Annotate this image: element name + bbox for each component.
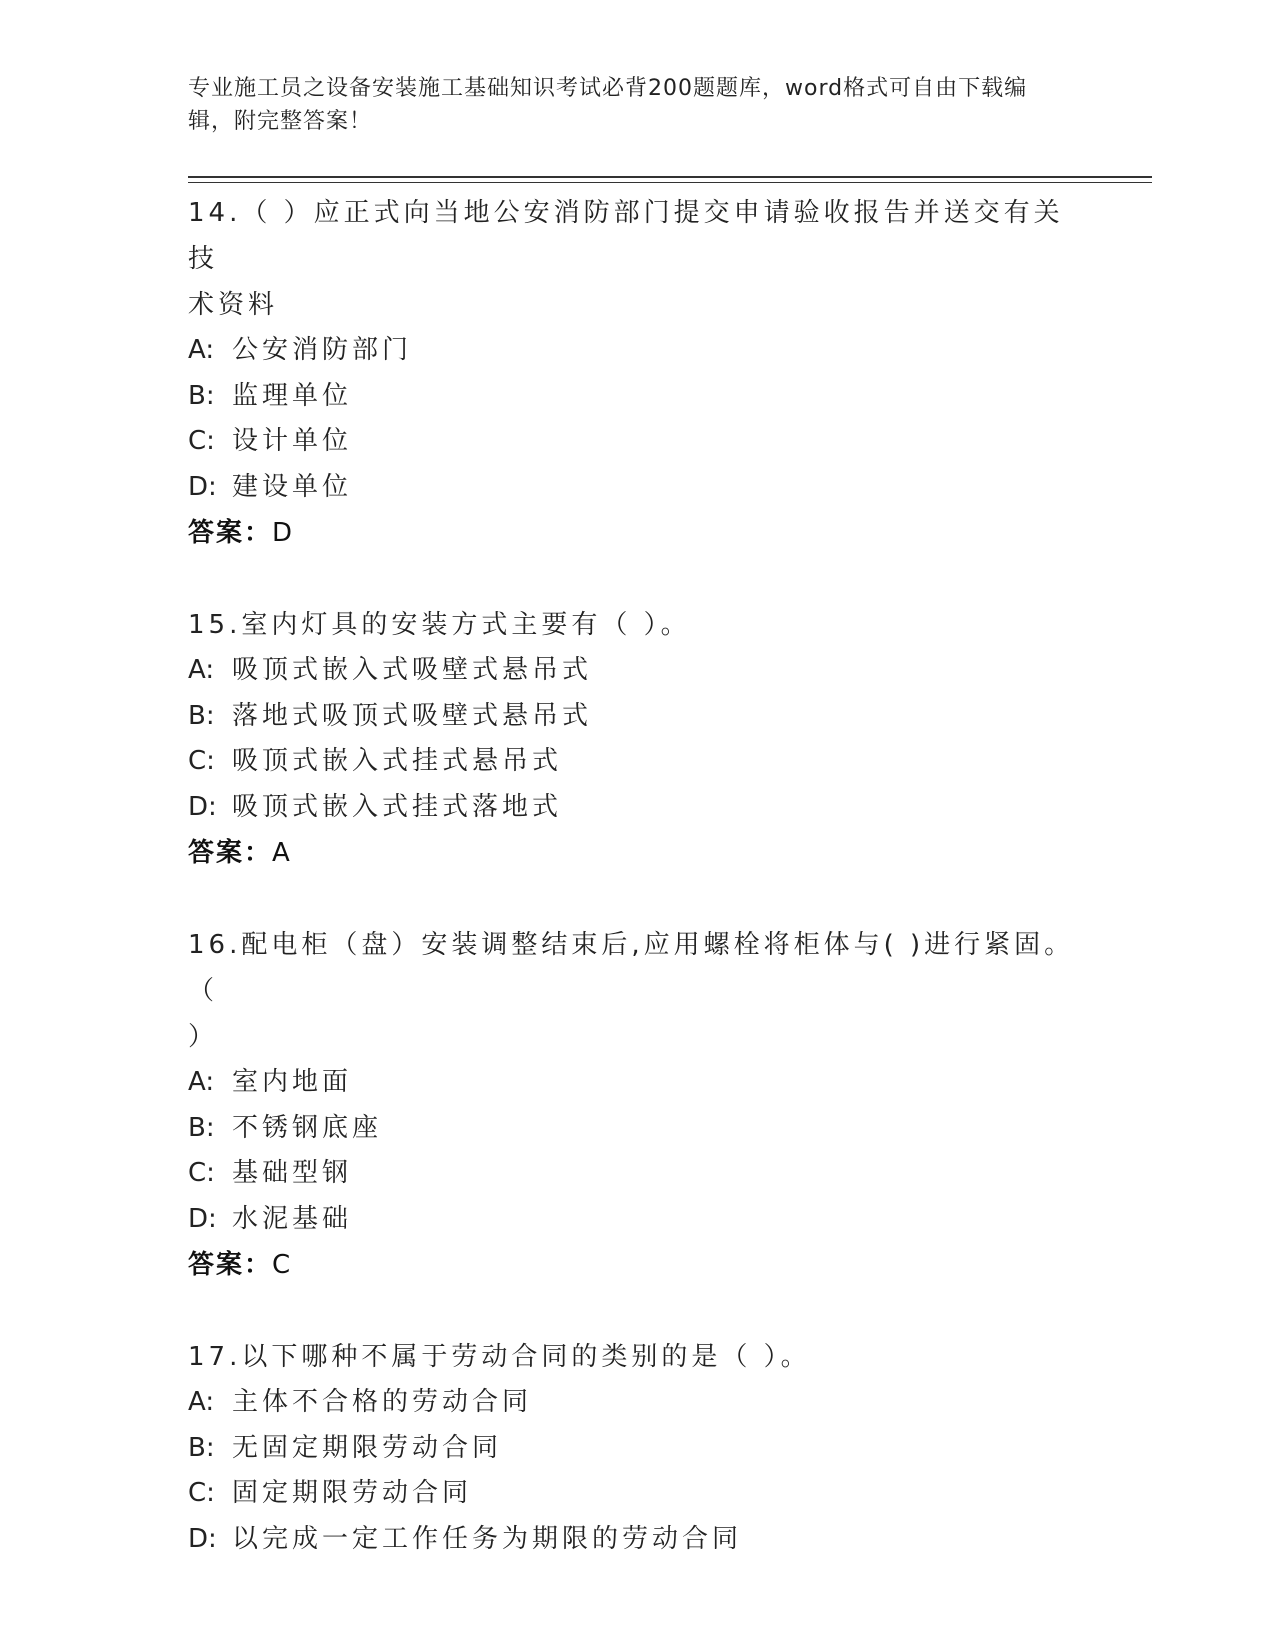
option-text: 无固定期限劳动合同 [232,1432,503,1463]
question-number: 15. [188,610,242,640]
option-text: 吸顶式嵌入式挂式落地式 [232,791,563,822]
document-header: 专业施工员之设备安装施工基础知识考试必背200题题库，word格式可自由下载编辑，附完整答案！ [188,76,1028,134]
answer-value: A [272,838,291,868]
option-c [188,1151,1088,1197]
option-a [188,1380,1088,1426]
question-text [188,602,1088,648]
option-c [188,1471,1088,1517]
question-stem: 以下哪种不属于劳动合同的类别的是（ ）。 [241,1342,811,1372]
option-key: B: [188,700,215,731]
question-number: 17. [188,1342,242,1372]
option-text: 落地式吸顶式吸壁式悬吊式 [232,700,593,731]
question-15 [188,602,1088,876]
question-14 [188,190,1088,556]
option-b [188,374,1088,420]
answer-line [188,1242,1088,1288]
option-d [188,465,1088,511]
header-divider-thin [188,182,1152,183]
option-key: A: [188,655,215,685]
question-stem: 室内灯具的安装方式主要有（ ）。 [241,610,691,640]
option-text: 室内地面 [232,1067,353,1097]
option-a [188,648,1088,694]
option-text: 吸顶式嵌入式吸壁式悬吊式 [232,655,593,685]
answer-label: 答案： [188,1250,273,1280]
answer-line [188,830,1088,876]
option-d [188,1197,1088,1243]
question-stem: 配电柜（盘）安装调整结束后,应用螺栓将柜体与( )进行紧固。（ [188,930,1075,1006]
option-key: D: [188,1203,217,1234]
option-text: 基础型钢 [232,1158,353,1188]
question-17 [188,1334,1088,1562]
question-number: 16. [188,930,242,960]
option-text: 不锈钢底座 [232,1112,383,1143]
option-text: 建设单位 [232,471,353,502]
option-text: 吸顶式嵌入式挂式悬吊式 [232,746,563,776]
option-text: 公安消防部门 [232,335,413,365]
answer-line [188,510,1088,556]
option-c [188,739,1088,785]
option-b [188,694,1088,740]
question-stem-continued: 术资料 [188,290,279,320]
option-key: B: [188,380,215,411]
option-a [188,1060,1088,1106]
answer-label: 答案： [188,518,273,548]
option-a [188,328,1088,374]
option-key: C: [188,426,215,456]
answer-label: 答案： [188,838,273,868]
option-c [188,419,1088,465]
option-key: D: [188,791,217,822]
question-text [188,190,1088,328]
option-text: 监理单位 [232,380,353,411]
option-d [188,1517,1088,1563]
option-b [188,1106,1088,1152]
question-number: 14. [188,198,242,228]
answer-value: D [272,518,294,548]
option-b [188,1426,1088,1472]
header-divider [188,176,1152,178]
option-key: A: [188,335,215,365]
option-key: A: [188,1067,215,1097]
question-stem: （ ）应正式向当地公安消防部门提交申请验收报告并送交有关技 [188,198,1064,274]
option-key: C: [188,746,215,776]
option-key: B: [188,1432,215,1463]
answer-value: C [272,1250,292,1280]
option-key: C: [188,1478,215,1508]
question-text [188,1334,1088,1380]
question-text [188,922,1088,1060]
option-text: 设计单位 [232,426,353,456]
option-text: 以完成一定工作任务为期限的劳动合同 [232,1523,743,1554]
question-list [188,190,1088,1608]
question-stem-continued: ） [188,1022,219,1052]
option-key: D: [188,471,217,502]
question-16 [188,922,1088,1288]
option-d [188,785,1088,831]
option-key: B: [188,1112,215,1143]
option-text: 固定期限劳动合同 [232,1478,473,1508]
option-text: 主体不合格的劳动合同 [232,1387,533,1417]
option-key: A: [188,1387,215,1417]
option-text: 水泥基础 [232,1203,353,1234]
option-key: C: [188,1158,215,1188]
option-key: D: [188,1523,217,1554]
